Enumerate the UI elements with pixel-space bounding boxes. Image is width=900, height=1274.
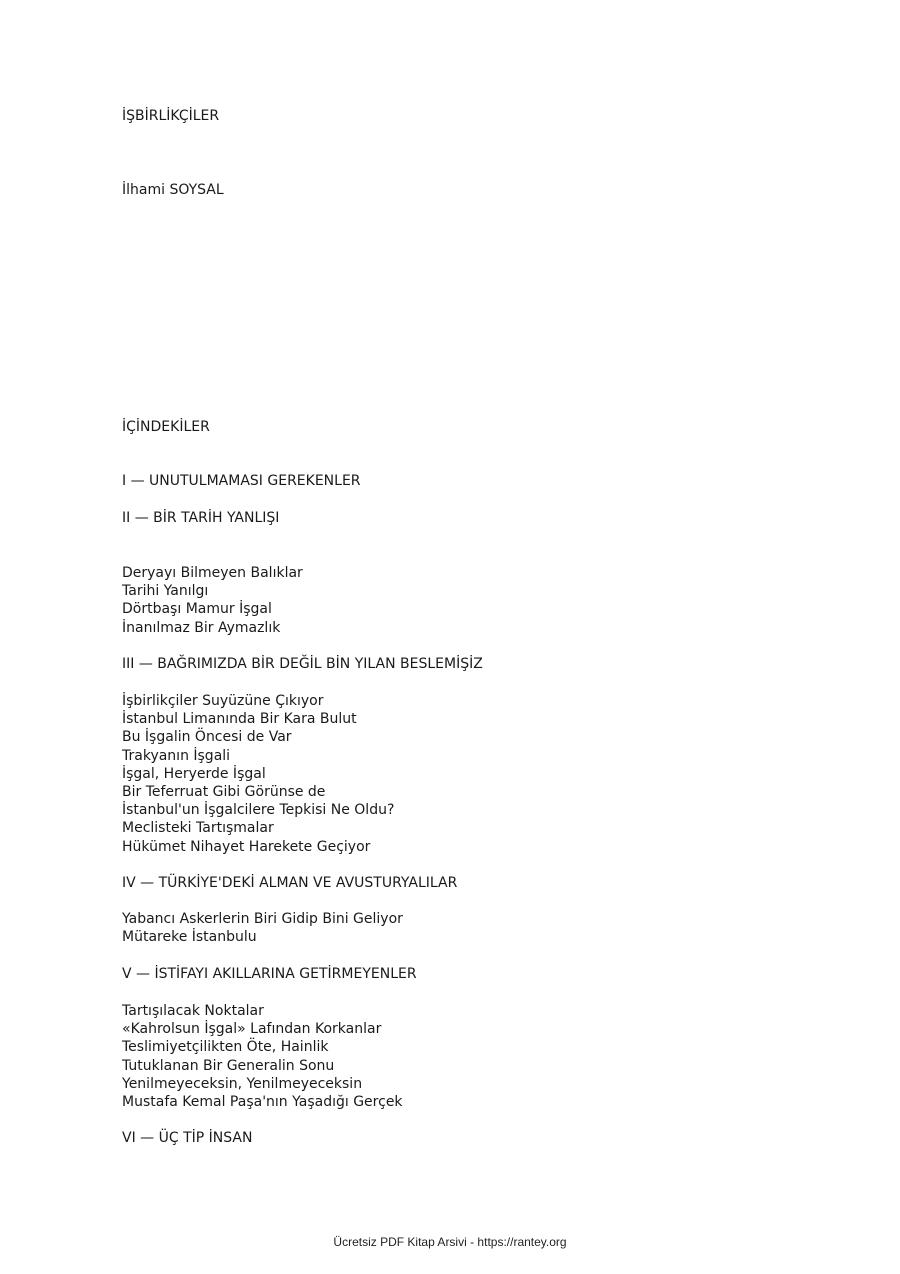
toc-chapter-items: [122, 564, 303, 637]
toc-heading: İÇİNDEKİLER: [122, 419, 210, 435]
toc-chapter-items: [122, 910, 403, 946]
toc-chapter-heading: VI — ÜÇ TİP İNSAN: [122, 1130, 253, 1146]
toc-item: Mütareke İstanbulu: [122, 929, 257, 946]
toc-chapter-heading: I — UNUTULMAMASI GEREKENLER: [122, 473, 361, 489]
toc-item: Yenilmeyeceksin, Yenilmeyeceksin: [122, 1075, 363, 1092]
toc-item: Hükümet Nihayet Harekete Geçiyor: [122, 838, 371, 855]
toc-item: Yabancı Askerlerin Biri Gidip Bini Geliyor: [122, 911, 403, 927]
toc-item: Tarihi Yanılgı: [122, 583, 209, 600]
toc-item: «Kahrolsun İşgal» Lafından Korkanlar: [122, 1021, 382, 1038]
toc-item: İnanılmaz Bir Aymazlık: [122, 619, 281, 636]
toc-item: Trakyanın İşgali: [122, 747, 231, 764]
toc-item: İşbirlikçiler Suyüzüne Çıkıyor: [122, 693, 324, 709]
toc-item: Teslimiyetçilikten Öte, Hainlik: [122, 1039, 329, 1056]
toc-item: Dörtbaşı Mamur İşgal: [122, 601, 272, 618]
toc-item: Bir Teferruat Gibi Görünse de: [122, 784, 326, 801]
toc-item: İstanbul'un İşgalcilere Tepkisi Ne Oldu?: [122, 802, 395, 819]
toc-item: Deryayı Bilmeyen Balıklar: [122, 565, 303, 581]
toc-chapter-items: [122, 1002, 403, 1111]
toc-item: Tartışılacak Noktalar: [122, 1003, 264, 1019]
toc-chapter-heading: IV — TÜRKİYE'DEKİ ALMAN VE AVUSTURYALILAR: [122, 875, 458, 891]
toc-chapter-heading: II — BİR TARİH YANLIŞI: [122, 510, 280, 526]
toc-item: İşgal, Heryerde İşgal: [122, 765, 266, 782]
toc-chapter-heading: III — BAĞRIMIZDA BİR DEĞİL BİN YILAN BESLEMİŞİZ: [122, 656, 483, 672]
author-name: İlhami SOYSAL: [122, 182, 224, 198]
book-title: İŞBİRLİKÇİLER: [122, 108, 220, 124]
toc-item: Mustafa Kemal Paşa'nın Yaşadığı Gerçek: [122, 1094, 403, 1111]
toc-item: Meclisteki Tartışmalar: [122, 820, 274, 837]
toc-chapter-heading: V — İSTİFAYI AKILLARINA GETİRMEYENLER: [122, 966, 417, 982]
toc-item: Bu İşgalin Öncesi de Var: [122, 729, 292, 746]
toc-item: İstanbul Limanında Bir Kara Bulut: [122, 711, 357, 728]
page-footer: Ücretsiz PDF Kitap Arsivi - https://rantey.org: [333, 1235, 567, 1249]
toc-item: Tutuklanan Bir Generalin Sonu: [122, 1057, 335, 1074]
toc-chapter-items: [122, 692, 394, 856]
